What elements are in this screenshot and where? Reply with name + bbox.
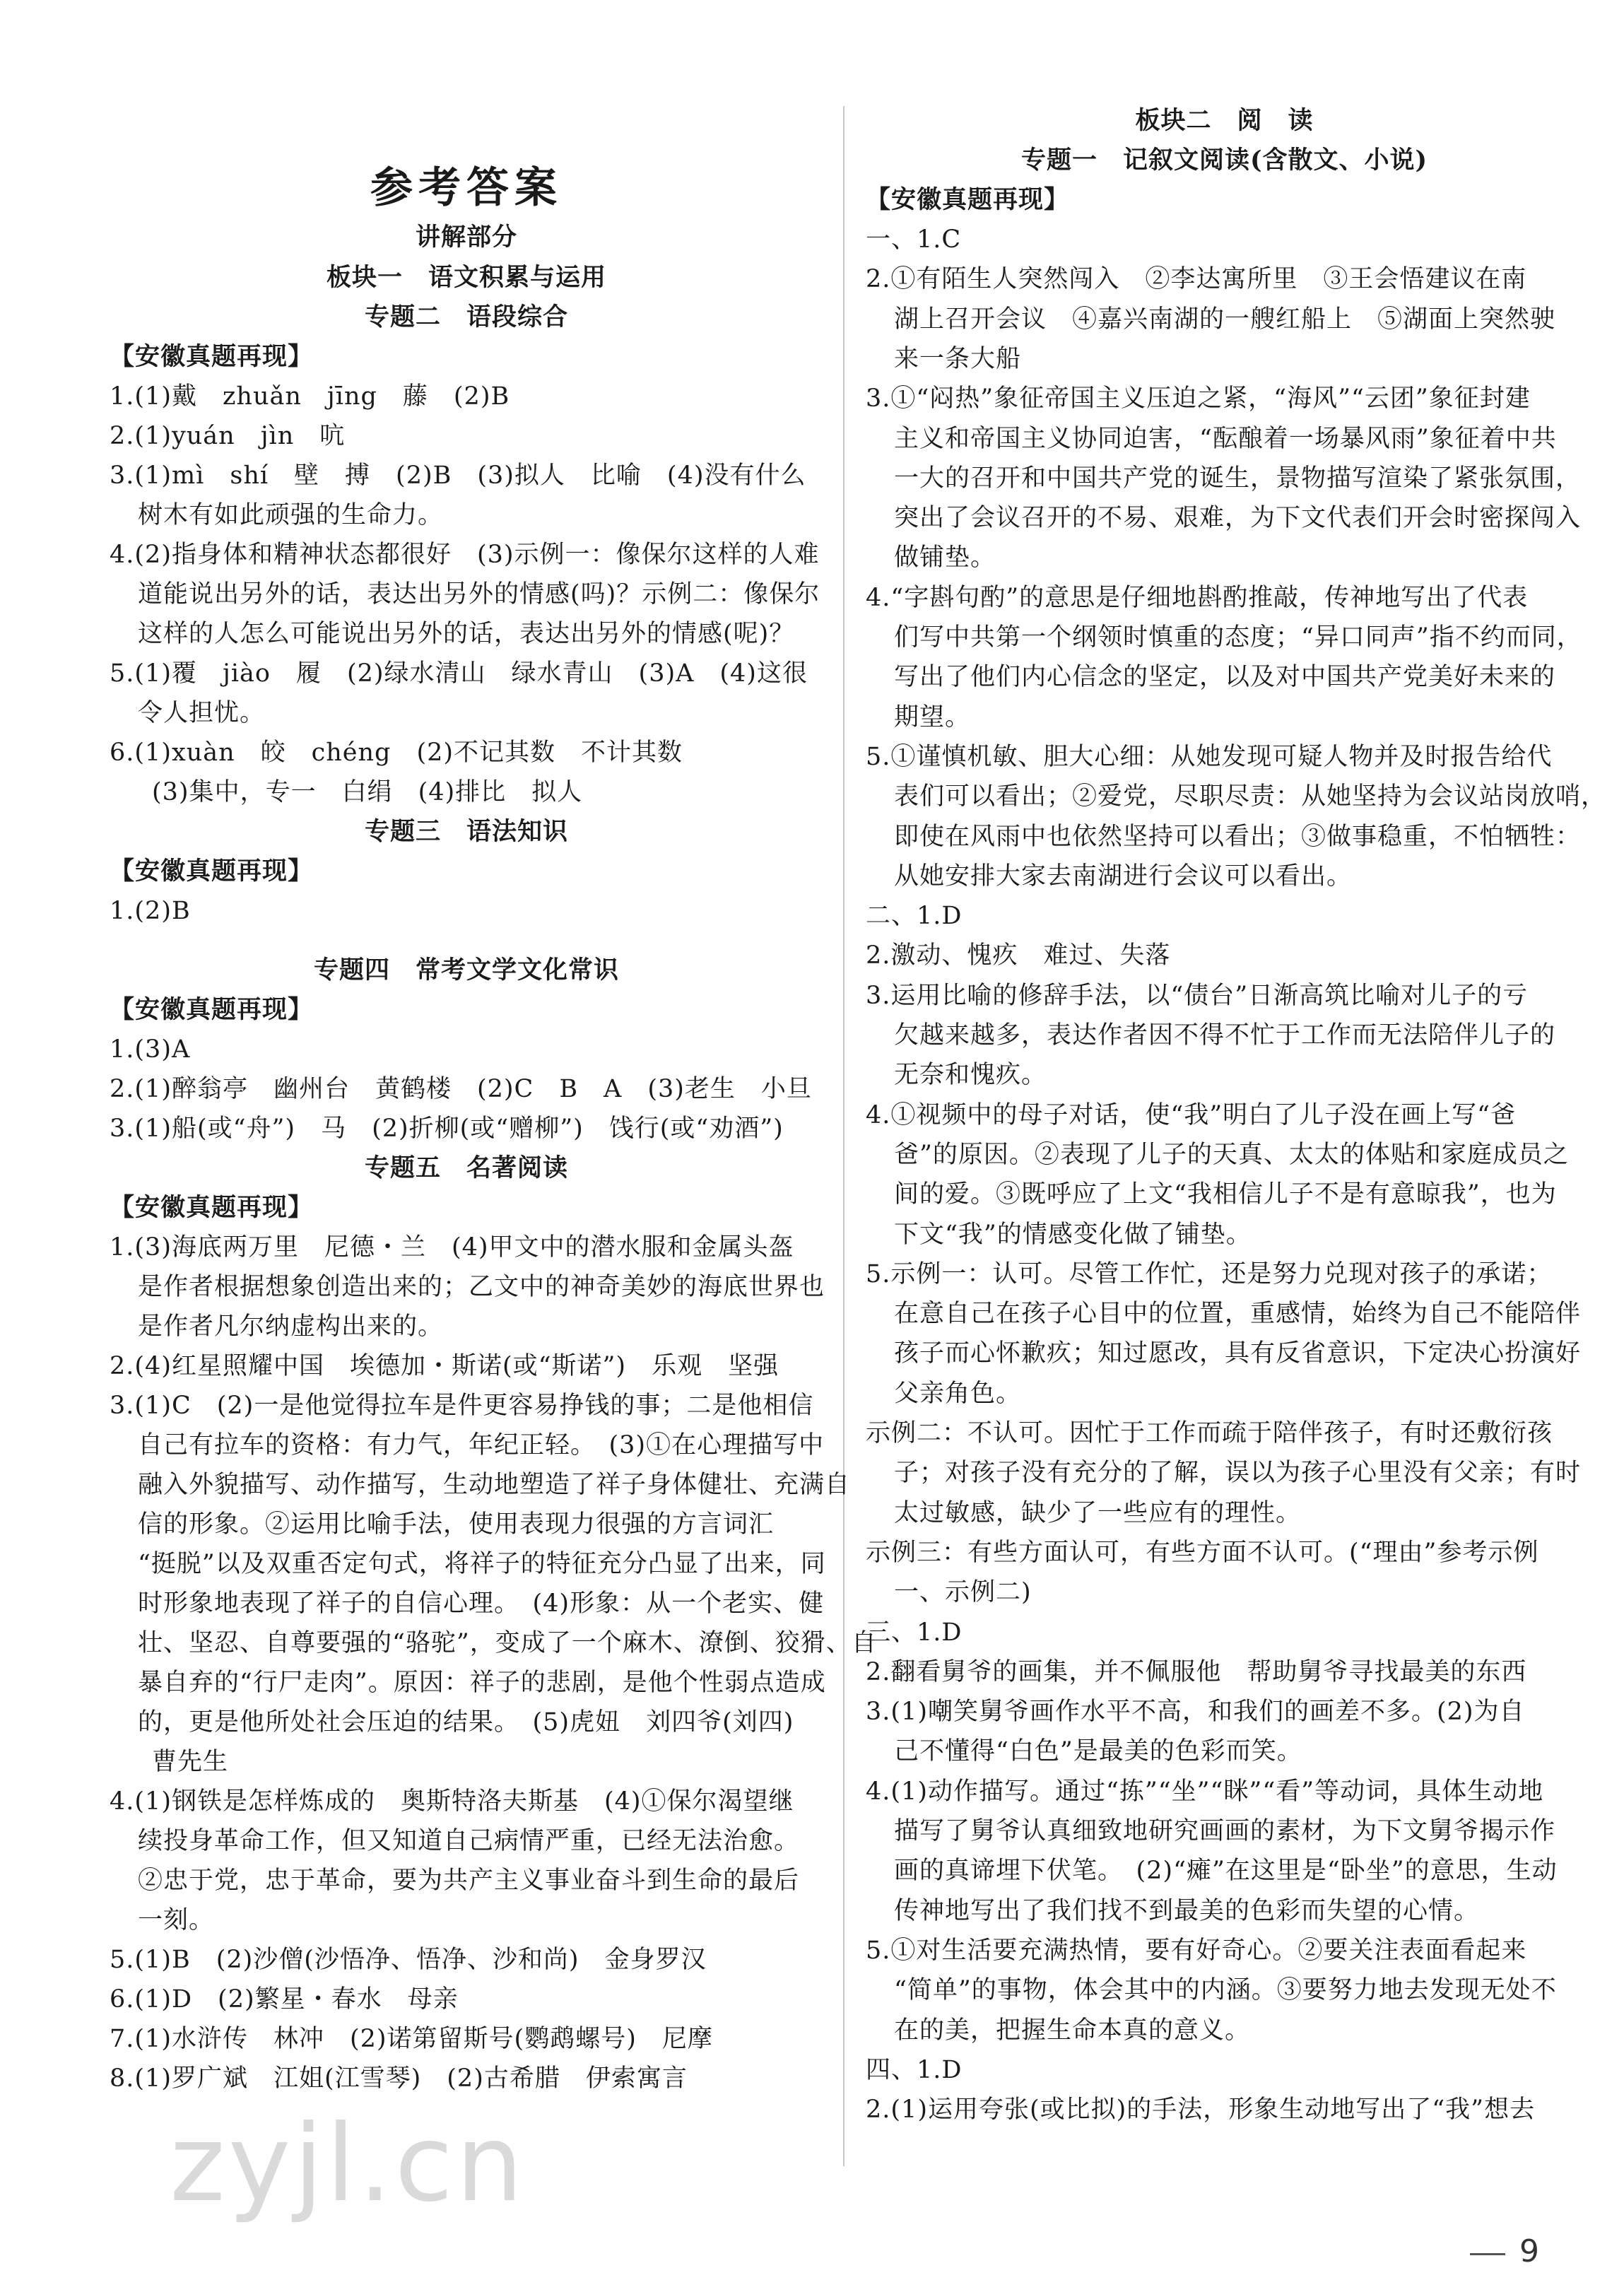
answer-line: 3.(1)mì shí 壁 搏 (2)B (3)拟人 比喻 (4)没有什么 (110, 462, 806, 490)
answer-line: 信的形象。②运用比喻手法，使用表现力很强的方言词汇 (138, 1510, 775, 1539)
answer-line: “简单”的事物，体会其中的内涵。③要努力地去发现无处不 (894, 1976, 1557, 2005)
answer-line: 这样的人怎么可能说出另外的话，表达出另外的情感(呢)？ (138, 620, 795, 648)
page-number: 9 (1519, 2233, 1539, 2269)
answer-line: 太过敏感，缺少了一些应有的理性。 (894, 1498, 1302, 1527)
topic-header: 【安徽真题再现】 (110, 1193, 314, 1222)
page-title: 参考答案 (370, 163, 563, 213)
answer-line: 湖上召开会议 ④嘉兴南湖的一艘红船上 ⑤湖面上突然驶 (894, 305, 1556, 334)
answer-line: 突出了会议召开的不易、艰难，为下文代表们开会时密探闯入 (894, 504, 1582, 533)
answer-line: 8.(1)罗广斌 江姐(江雪琴) (2)古希腊 伊索寓言 (110, 2064, 688, 2093)
answer-line: 道能说出另外的话，表达出另外的情感(吗)？示例二：像保尔 (138, 580, 820, 609)
topic-title: 专题五 名著阅读 (364, 1153, 568, 1182)
answer-line: 一、示例二) (894, 1578, 1032, 1607)
answer-line: 从她安排大家去南湖进行会议可以看出。 (894, 862, 1353, 891)
answer-line: 3.(1)嘲笑舅爷画作水平不高，和我们的画差不多。(2)为自 (866, 1698, 1525, 1727)
answer-line: 传神地写出了我们找不到最美的色彩而失望的心情。 (894, 1896, 1480, 1925)
answer-line: 是作者凡尔纳虚构出来的。 (138, 1312, 444, 1341)
answer-line: 即使在风雨中也依然坚持可以看出；③做事稳重，不怕牺牲： (894, 822, 1582, 851)
answer-line: 表们可以看出；②爱党，尽职尽责：从她坚持为会议站岗放哨， (894, 782, 1607, 811)
answer-line: 壮、坚忍、自尊要强的“骆驼”，变成了一个麻木、潦倒、狡猾、自 (138, 1629, 877, 1657)
answer-line: 融入外貌描写、动作描写，生动地塑造了祥子身体健壮、充满自 (138, 1471, 851, 1499)
answer-line: 5.(1)B (2)沙僧(沙悟净、悟净、沙和尚) 金身罗汉 (110, 1946, 707, 1974)
answer-line: 5.示例一：认可。尽管工作忙，还是努力兑现对孩子的承诺； (866, 1259, 1553, 1288)
answer-line: 3.(1)C (2)一是他觉得拉车是件更容易挣钱的事；二是他相信 (110, 1392, 814, 1420)
answer-line: 的，更是他所处社会压迫的结果。 (5)虎妞 刘四爷(刘四) (138, 1708, 794, 1736)
answer-line: 2.(1)yuán jìn 吭 (110, 422, 346, 450)
answer-line: 描写了舅爷认真细致地研究画画的素材，为下文舅爷揭示作 (894, 1817, 1556, 1845)
answer-line: 示例二：不认可。因忙于工作而疏于陪伴孩子，有时还敷衍孩 (866, 1419, 1553, 1447)
answer-line: 主义和帝国主义协同迫害，“酝酿着一场暴风雨”象征着中共 (894, 424, 1557, 453)
topic-title: 专题二 语段综合 (364, 302, 568, 331)
answer-line: 来一条大船 (894, 344, 1022, 373)
page-number-dash (1470, 2253, 1505, 2255)
topic-header: 【安徽真题再现】 (866, 185, 1070, 214)
answer-line: 己不懂得“白色”是最美的色彩而笑。 (894, 1737, 1302, 1766)
answer-line: 间的爱。③既呼应了上文“我相信儿子不是有意晾我”，也为 (894, 1180, 1557, 1209)
answer-line: 子；对孩子没有充分的了解，误以为孩子心里没有父亲；有时 (894, 1459, 1582, 1488)
answer-line: 爸”的原因。②表现了儿子的天真、太太的体贴和家庭成员之 (894, 1140, 1569, 1169)
answer-line: 2.翻看舅爷的画集，并不佩服他 帮助舅爷寻找最美的东西 (866, 1657, 1527, 1686)
answer-line: 父亲角色。 (894, 1379, 1022, 1408)
answer-line: 时形象地表现了祥子的自信心理。 (4)形象：从一个老实、健 (138, 1589, 825, 1618)
answer-line: 做铺垫。 (894, 543, 996, 572)
answer-line: 1.(3)A (110, 1035, 191, 1064)
answer-line: 3.运用比喻的修辞手法，以“债台”日渐高筑比喻对儿子的亏 (866, 981, 1529, 1010)
answer-line: 7.(1)水浒传 林冲 (2)诺第留斯号(鹦鹉螺号) 尼摩 (110, 2025, 713, 2053)
answer-line: 一刻。 (138, 1906, 215, 1934)
answer-line: 暴自弃的“行尸走肉”。原因：祥子的悲剧，是他个性弱点造成 (138, 1669, 826, 1697)
column-divider (843, 106, 845, 2166)
topic-header: 【安徽真题再现】 (110, 342, 314, 371)
topic-title: 专题一 记叙文阅读(含散文、小说) (1020, 146, 1428, 175)
answer-line: 2.激动、愧疚 难过、失落 (866, 941, 1171, 970)
topic-header: 【安徽真题再现】 (110, 995, 314, 1024)
answer-line: ②忠于党，忠于革命，要为共产主义事业奋斗到生命的最后 (138, 1867, 800, 1895)
answer-line: 2.(4)红星照耀中国 埃德加・斯诺(或“斯诺”) 乐观 坚强 (110, 1352, 779, 1380)
answer-line: 3.(1)船(或“舟”) 马 (2)折柳(或“赠柳”) 饯行(或“劝酒”) (110, 1115, 784, 1143)
answer-line: 孩子而心怀歉疚；知过愿改，具有反省意识，下定决心扮演好 (894, 1339, 1582, 1368)
answer-line: 6.(1)xuàn 皎 chéng (2)不记其数 不计其数 (110, 739, 683, 767)
answer-line: 2.(1)运用夸张(或比拟)的手法，形象生动地写出了“我”想去 (866, 2096, 1536, 2124)
answer-line: 3.①“闷热”象征帝国主义压迫之紧，“海风”“云团”象征封建 (866, 384, 1531, 413)
answer-line: 5.(1)覆 jiào 履 (2)绿水清山 绿水青山 (3)A (4)这很 (110, 659, 808, 688)
answer-line: 在意自己在孩子心目中的位置，重感情，始终为自己不能陪伴 (894, 1300, 1582, 1329)
answer-line: 5.①对生活要充满热情，要有好奇心。②要关注表面看起来 (866, 1936, 1527, 1965)
section-heading: 板块二 阅 读 (1135, 106, 1314, 135)
answer-line: 画的真谛埋下伏笔。 (2)“瘫”在这里是“卧坐”的意思，生动 (894, 1857, 1558, 1886)
answer-line: 自己有拉车的资格：有力气，年纪正轻。 (3)①在心理描写中 (138, 1431, 825, 1459)
answer-line: 1.(3)海底两万里 尼德・兰 (4)甲文中的潜水服和金属头盔 (110, 1233, 794, 1262)
answer-line: 一、1.C (866, 225, 962, 254)
answer-line: 欠越来越多，表达作者因不得不忙于工作而无法陪伴儿子的 (894, 1021, 1556, 1050)
topic-title: 专题四 常考文学文化常识 (313, 956, 619, 985)
answer-line: (3)集中，专一 白绢 (4)排比 拟人 (152, 778, 583, 806)
answer-line: 下文“我”的情感变化做了铺垫。 (894, 1220, 1252, 1249)
answer-line: 二、1.D (866, 902, 963, 931)
watermark: zyjl.cn (170, 2103, 526, 2226)
answer-line: 树木有如此顽强的生命力。 (138, 501, 444, 529)
answer-line: 4.(1)动作描写。通过“拣”“坐”“眯”“看”等动词，具体生动地 (866, 1777, 1544, 1806)
section-heading: 板块一 语文积累与运用 (326, 263, 606, 292)
answer-line: “挺脱”以及双重否定句式，将祥子的特征充分凸显了出来，同 (138, 1550, 826, 1578)
answer-line: 三、1.D (866, 1618, 963, 1647)
answer-line: 1.(1)戴 zhuǎn jīng 藤 (2)B (110, 382, 510, 411)
answer-line: 无奈和愧疚。 (894, 1061, 1047, 1090)
answer-line: 4.①视频中的母子对话，使“我”明白了儿子没在画上写“爸 (866, 1100, 1517, 1129)
answer-line: 四、1.D (866, 2055, 963, 2084)
answer-line: 2.①有陌生人突然闯入 ②李达寓所里 ③王会悟建议在南 (866, 265, 1527, 294)
answer-line: 4.(2)指身体和精神状态都很好 (3)示例一：像保尔这样的人难 (110, 541, 820, 569)
answer-line: 示例三：有些方面认可，有些方面不认可。(“理由”参考示例 (866, 1538, 1539, 1567)
answer-line: 是作者根据想象创造出来的；乙文中的神奇美妙的海底世界也 (138, 1273, 825, 1301)
answer-line: 令人担忧。 (138, 699, 266, 727)
answer-line: 6.(1)D (2)繁星・春水 母亲 (110, 1985, 459, 2014)
answer-line: 5.①谨慎机敏、胆大心细：从她发现可疑人物并及时报告给代 (866, 742, 1553, 771)
topic-header: 【安徽真题再现】 (110, 857, 314, 886)
answer-line: 4.“字斟句酌”的意思是仔细地斟酌推敲，传神地写出了代表 (866, 583, 1529, 612)
answer-line: 4.(1)钢铁是怎样炼成的 奥斯特洛夫斯基 (4)①保尔渴望继 (110, 1787, 794, 1816)
answer-line: 续投身革命工作，但又知道自己病情严重，已经无法治愈。 (138, 1827, 800, 1855)
answer-line: 2.(1)醉翁亭 幽州台 黄鹤楼 (2)C B A (3)老生 小旦 (110, 1075, 812, 1103)
answer-line: 曹先生 (152, 1748, 229, 1776)
answer-line: 期望。 (894, 703, 971, 731)
answer-line: 们写中共第一个纲领时慎重的态度；“异口同声”指不约而同， (894, 623, 1582, 652)
answer-line: 一大的召开和中国共产党的诞生，景物描写渲染了紧张氛围， (894, 464, 1582, 493)
answer-line: 写出了他们内心信念的坚定，以及对中国共产党美好未来的 (894, 663, 1556, 692)
answer-line: 1.(2)B (110, 897, 191, 925)
topic-title: 专题三 语法知识 (364, 817, 568, 846)
subtitle: 讲解部分 (415, 223, 517, 252)
answer-line: 在的美，把握生命本真的意义。 (894, 2016, 1251, 2045)
